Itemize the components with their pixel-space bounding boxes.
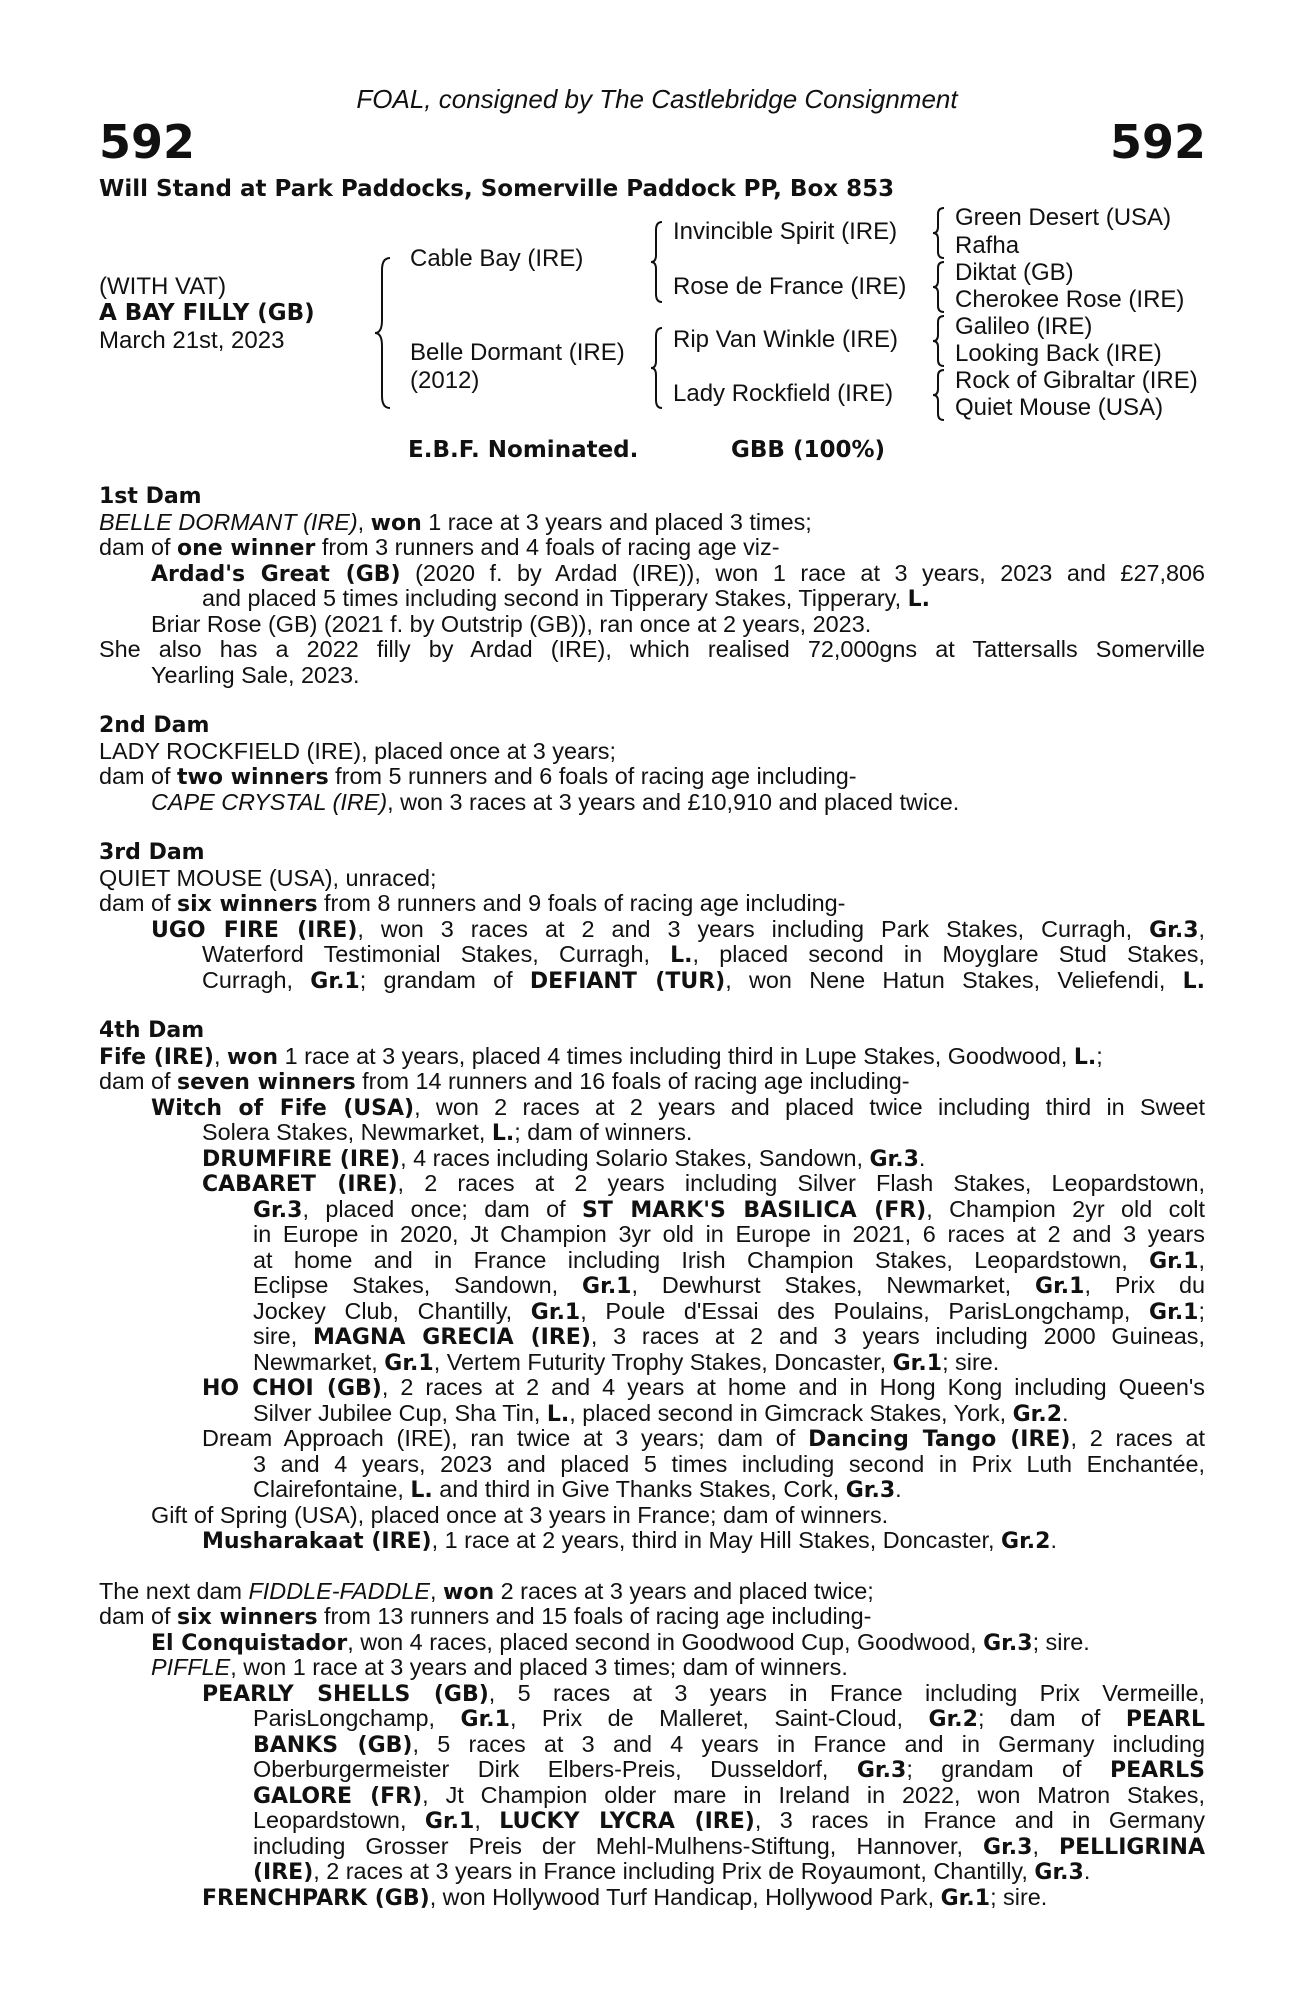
bold-run: Dancing Tango (IRE) bbox=[808, 1427, 1071, 1452]
text-run: , Jt Champion older mare in Ireland in 2022, won Matron Stakes, bbox=[422, 1781, 1206, 1808]
text-line bbox=[99, 1044, 1205, 1070]
bold-run: Gr.1 bbox=[310, 968, 360, 994]
text-line bbox=[99, 535, 1205, 561]
text-run: 2 races at 3 years and placed twice; bbox=[494, 1577, 874, 1604]
bold-run: PELLIGRINA bbox=[1059, 1834, 1205, 1860]
ss-sire: Green Desert (USA) bbox=[955, 204, 1172, 231]
text-run: dam of bbox=[99, 1603, 178, 1629]
text-line bbox=[99, 637, 1205, 663]
text-run: dam of bbox=[99, 763, 178, 789]
sd-dam: Cherokee Rose (IRE) bbox=[955, 286, 1185, 313]
text-line bbox=[99, 1401, 1205, 1427]
bold-run: won bbox=[226, 1044, 279, 1070]
dam-dam: Lady Rockfield (IRE) bbox=[673, 380, 894, 407]
bold-run: Gr.2 bbox=[1001, 1529, 1051, 1554]
text-run: from 8 runners and 9 foals of racing age including- bbox=[317, 890, 846, 916]
text-run: from 13 runners and 15 foals of racing age including- bbox=[317, 1603, 872, 1629]
bold-run: seven winners bbox=[177, 1070, 356, 1095]
bold-run: L. bbox=[546, 1401, 570, 1427]
text-run: 4th Dam bbox=[99, 1018, 205, 1043]
text-line bbox=[99, 968, 1205, 994]
bold-run: Gr.3 bbox=[869, 1146, 919, 1172]
text-line bbox=[99, 1630, 1205, 1656]
italic-run: CAPE CRYSTAL (IRE) bbox=[151, 788, 388, 815]
dd-sire: Rock of Gibraltar (IRE) bbox=[955, 367, 1198, 394]
bold-run: LUCKY LYCRA (IRE) bbox=[499, 1809, 755, 1834]
text-run: dam of bbox=[99, 534, 178, 560]
text-run: , bbox=[474, 1807, 500, 1833]
bold-run: Gr.1 bbox=[424, 1809, 475, 1834]
bold-run: Gr.3 bbox=[845, 1478, 896, 1503]
text-line bbox=[99, 1859, 1205, 1885]
text-run: 3 and 4 years, 2023 and placed 5 times including second in Prix Luth Enchantée, bbox=[253, 1450, 1205, 1477]
bold-run: UGO FIRE (IRE) bbox=[151, 917, 358, 943]
bold-run: Gr.1 bbox=[530, 1299, 581, 1325]
sire: Cable Bay (IRE) bbox=[410, 245, 584, 272]
text-run: at home and in France including Irish Champion Stakes, Leopardstown, bbox=[253, 1246, 1150, 1273]
bold-run: FRENCHPARK (GB) bbox=[202, 1885, 430, 1911]
bold-run: Gr.1 bbox=[384, 1350, 434, 1376]
ss-dam: Rafha bbox=[955, 232, 1020, 259]
bold-run: PEARL bbox=[1125, 1707, 1206, 1732]
text-line bbox=[99, 866, 1205, 892]
text-line bbox=[99, 917, 1205, 943]
bold-run: GALORE (FR) bbox=[253, 1783, 423, 1809]
ebf-status: E.B.F. Nominated. bbox=[408, 437, 639, 463]
vat-note: (WITH VAT) bbox=[99, 273, 227, 300]
text-line bbox=[99, 891, 1205, 917]
text-run: ; sire. bbox=[990, 1883, 1048, 1910]
sd-sire: Diktat (GB) bbox=[955, 259, 1074, 286]
text-line bbox=[99, 1834, 1205, 1860]
text-run: Briar Rose (GB) (2021 f. by Outstrip (GB)), ran once at 2 years, 2023. bbox=[151, 610, 872, 637]
text-run: ; sire. bbox=[942, 1348, 1000, 1375]
bold-run: one winner bbox=[177, 536, 316, 561]
text-run: sire, bbox=[253, 1323, 313, 1349]
text-line bbox=[99, 1452, 1205, 1478]
text-line bbox=[99, 1375, 1205, 1401]
bold-run: L. bbox=[491, 1121, 515, 1146]
text-run: , 2 races at 2 and 4 years at home and in Hong Kong including Queen's bbox=[381, 1374, 1205, 1400]
text-line bbox=[99, 1426, 1205, 1452]
bold-run: Gr.2 bbox=[928, 1707, 978, 1732]
text-run: , placed once; dam of bbox=[302, 1195, 582, 1222]
text-line bbox=[99, 663, 1205, 689]
bold-run: Musharakaat (IRE) bbox=[202, 1529, 432, 1554]
dam-year: (2012) bbox=[410, 367, 480, 394]
italic-run: FIDDLE-FADDLE bbox=[248, 1577, 431, 1604]
bold-run: L. bbox=[1073, 1044, 1097, 1070]
section-heading bbox=[99, 713, 1205, 739]
text-line bbox=[99, 1197, 1205, 1223]
text-run: , Vertem Futurity Trophy Stakes, Doncaster, bbox=[433, 1348, 893, 1375]
text-run: The next dam bbox=[99, 1577, 249, 1604]
text-line bbox=[99, 1732, 1205, 1758]
text-run: ; bbox=[1198, 1297, 1205, 1324]
text-run: , 2 races at 3 years in France including Prix de Royaumont, Chantilly, bbox=[313, 1858, 1035, 1884]
bold-run: L. bbox=[907, 587, 930, 612]
text-run: , Prix de Malleret, Saint-Cloud, bbox=[509, 1705, 929, 1731]
text-run: She also has a 2022 filly by Ardad (IRE), which realised 72,000gns at Tattersalls Somerville bbox=[99, 636, 1205, 662]
text-run: , 1 race at 2 years, third in May Hill Stakes, Doncaster, bbox=[431, 1527, 1002, 1553]
brace-ss bbox=[930, 206, 948, 260]
gbb-status: GBB (100%) bbox=[731, 437, 886, 463]
text-line bbox=[99, 1069, 1205, 1095]
bold-run: L. bbox=[410, 1478, 433, 1503]
bold-run: (IRE) bbox=[253, 1860, 314, 1885]
text-run: 3rd Dam bbox=[99, 840, 205, 865]
text-line bbox=[99, 561, 1205, 587]
italic-run: PIFFLE bbox=[151, 1654, 231, 1680]
text-run: . bbox=[895, 1476, 902, 1502]
text-run: ; dam of winners. bbox=[514, 1119, 693, 1145]
text-line bbox=[99, 1324, 1205, 1350]
text-run: , Poule d'Essai des Poulains, ParisLongchamp, bbox=[580, 1297, 1150, 1324]
bold-run: CABARET (IRE) bbox=[202, 1172, 398, 1197]
text-run: Silver Jubilee Cup, Sha Tin, bbox=[253, 1399, 547, 1426]
brace-dd bbox=[930, 368, 948, 422]
bold-run: DEFIANT (TUR) bbox=[529, 968, 726, 994]
text-run: 1 race at 3 years, placed 4 times including third in Lupe Stakes, Goodwood, bbox=[278, 1042, 1074, 1069]
brace-dam bbox=[648, 326, 666, 410]
bold-run: Gr.1 bbox=[1149, 1248, 1199, 1274]
text-run: Solera Stakes, Newmarket, bbox=[202, 1119, 492, 1145]
bold-run: HO CHOI (GB) bbox=[202, 1376, 382, 1401]
text-run: QUIET MOUSE (USA), unraced; bbox=[99, 864, 437, 891]
bold-run: Gr.3 bbox=[983, 1834, 1033, 1860]
section-gap bbox=[99, 1554, 1205, 1579]
text-line bbox=[99, 1757, 1205, 1783]
text-run: , won 3 races at 2 and 3 years including Park Stakes, Curragh, bbox=[357, 915, 1150, 942]
text-line bbox=[99, 1503, 1205, 1529]
text-run: , bbox=[1198, 1246, 1205, 1273]
text-run: from 5 runners and 6 foals of racing age including- bbox=[328, 763, 857, 789]
text-run: Waterford Testimonial Stakes, Curragh, bbox=[202, 941, 671, 967]
text-run: ; grandam of bbox=[906, 1756, 1111, 1782]
ds-sire: Galileo (IRE) bbox=[955, 313, 1093, 340]
text-run: , 5 races at 3 and 4 years in France and in Germany including bbox=[412, 1730, 1205, 1757]
bold-run: Gr.3 bbox=[1034, 1860, 1084, 1885]
text-line bbox=[99, 510, 1205, 536]
text-run: . bbox=[1050, 1527, 1057, 1553]
text-line bbox=[99, 1655, 1205, 1681]
text-line bbox=[99, 612, 1205, 638]
bold-run: MAGNA GRECIA (IRE) bbox=[312, 1325, 591, 1350]
section-heading bbox=[99, 484, 1205, 510]
text-line bbox=[99, 1171, 1205, 1197]
text-run: ; bbox=[1096, 1042, 1103, 1069]
lot-number-left: 592 bbox=[99, 115, 196, 169]
sire-sire: Invincible Spirit (IRE) bbox=[673, 218, 898, 245]
text-run: from 14 runners and 16 foals of racing age including- bbox=[355, 1068, 910, 1094]
text-run: dam of bbox=[99, 1068, 178, 1094]
brace-sd bbox=[930, 260, 948, 314]
bold-run: PEARLY SHELLS (GB) bbox=[202, 1681, 489, 1707]
bold-run: six winners bbox=[177, 1605, 318, 1630]
text-run: and placed 5 times including second in Tipperary Stakes, Tipperary, bbox=[202, 585, 908, 611]
bold-run: Gr.1 bbox=[582, 1274, 632, 1299]
text-line bbox=[99, 1299, 1205, 1325]
brace-sire bbox=[648, 220, 666, 304]
section-gap bbox=[99, 688, 1205, 713]
text-run: and third in Give Thanks Stakes, Cork, bbox=[432, 1476, 846, 1502]
text-line bbox=[99, 764, 1205, 790]
text-run: , placed second in Gimcrack Stakes, York, bbox=[569, 1399, 1013, 1426]
text-run: in Europe in 2020, Jt Champion 3yr old in Europe in 2021, 6 races at 2 and 3 years bbox=[253, 1221, 1205, 1247]
text-run: , Champion 2yr old colt bbox=[926, 1195, 1205, 1222]
brace-main bbox=[372, 256, 396, 410]
text-run: ; sire. bbox=[1032, 1628, 1090, 1655]
bold-run: L. bbox=[1182, 968, 1205, 994]
text-line bbox=[99, 1604, 1205, 1630]
text-run: ; grandam of bbox=[359, 966, 530, 993]
text-run: , 2 races at bbox=[1070, 1425, 1205, 1451]
text-line bbox=[99, 942, 1205, 968]
bold-run: BANKS (GB) bbox=[253, 1732, 413, 1758]
bold-run: El Conquistador bbox=[151, 1630, 348, 1656]
text-run: , Prix du bbox=[1084, 1272, 1205, 1298]
foaling-date: March 21st, 2023 bbox=[99, 327, 285, 354]
bold-run: Fife (IRE) bbox=[99, 1044, 214, 1070]
text-run: , bbox=[357, 508, 371, 535]
bold-run: Gr.2 bbox=[1012, 1401, 1063, 1427]
text-run: , won Nene Hatun Stakes, Veliefendi, bbox=[725, 966, 1183, 993]
text-line bbox=[99, 739, 1205, 765]
text-run: 2nd Dam bbox=[99, 713, 210, 738]
section-heading bbox=[99, 840, 1205, 866]
text-run: , 4 races including Solario Stakes, Sandown, bbox=[400, 1144, 870, 1171]
text-run: 1 race at 3 years and placed 3 times; bbox=[421, 508, 812, 535]
sire-dam: Rose de France (IRE) bbox=[673, 273, 907, 300]
text-run: Newmarket, bbox=[253, 1348, 385, 1375]
section-gap bbox=[99, 993, 1205, 1018]
text-run: , 5 races at 3 years in France including Prix Vermeille, bbox=[488, 1679, 1205, 1706]
stand-location: Will Stand at Park Paddocks, Somerville Paddock PP, Box 853 bbox=[99, 176, 895, 202]
text-run: , won 1 race at 3 years and placed 3 times; dam of winners. bbox=[230, 1654, 848, 1680]
brace-ds bbox=[930, 314, 948, 368]
text-run: , bbox=[213, 1042, 227, 1069]
text-run: Eclipse Stakes, Sandown, bbox=[253, 1272, 583, 1298]
bold-run: Gr.1 bbox=[1035, 1274, 1085, 1299]
text-run: Gift of Spring (USA), placed once at 3 years in France; dam of winners. bbox=[151, 1501, 889, 1528]
bold-run: DRUMFIRE (IRE) bbox=[202, 1146, 401, 1172]
text-line bbox=[99, 1146, 1205, 1172]
text-line bbox=[99, 790, 1205, 816]
bold-run: Gr.1 bbox=[1149, 1299, 1199, 1325]
ds-dam: Looking Back (IRE) bbox=[955, 340, 1162, 367]
bold-run: Gr.3 bbox=[856, 1758, 907, 1783]
bold-run: L. bbox=[670, 943, 693, 968]
text-run: , Dewhurst Stakes, Newmarket, bbox=[631, 1272, 1036, 1298]
bold-run: Gr.3 bbox=[983, 1630, 1033, 1656]
text-run: , won 4 races, placed second in Goodwood Cup, Goodwood, bbox=[347, 1628, 984, 1655]
text-line bbox=[99, 1706, 1205, 1732]
bold-run: Ardad's Great (GB) bbox=[151, 561, 401, 587]
text-run: , won 2 races at 2 years and placed twice including third in Sweet bbox=[414, 1093, 1205, 1120]
text-run: . bbox=[918, 1144, 926, 1171]
bold-run: ST MARK'S BASILICA (FR) bbox=[582, 1197, 927, 1223]
text-line bbox=[99, 1273, 1205, 1299]
text-line bbox=[99, 1681, 1205, 1707]
italic-run: BELLE DORMANT (IRE) bbox=[99, 508, 358, 535]
bold-run: Gr.3 bbox=[1149, 917, 1199, 943]
text-run: , 2 races at 2 years including Silver Flash Stakes, Leopardstown, bbox=[397, 1170, 1205, 1196]
text-run: , bbox=[430, 1577, 444, 1604]
text-run: . bbox=[1062, 1399, 1069, 1426]
bold-run: won bbox=[370, 510, 422, 536]
text-run: Clairefontaine, bbox=[253, 1476, 411, 1502]
pedigree-notes bbox=[99, 484, 1205, 1910]
text-run: ; dam of bbox=[977, 1705, 1126, 1731]
bold-run: six winners bbox=[177, 892, 318, 917]
bold-run: Gr.3 bbox=[253, 1197, 303, 1223]
text-run: , bbox=[1198, 915, 1205, 942]
text-line bbox=[99, 1350, 1205, 1376]
text-line bbox=[99, 1579, 1205, 1605]
text-line bbox=[99, 1120, 1205, 1146]
bold-run: Witch of Fife (USA) bbox=[151, 1095, 415, 1121]
bold-run: Gr.1 bbox=[460, 1707, 510, 1732]
dam: Belle Dormant (IRE) bbox=[410, 339, 625, 366]
dam-sire: Rip Van Winkle (IRE) bbox=[673, 326, 898, 353]
text-line bbox=[99, 1885, 1205, 1911]
text-run: (2020 f. by Ardad (IRE)), won 1 race at 3 years, 2023 and £27,806 bbox=[400, 559, 1205, 586]
text-run: 1st Dam bbox=[99, 484, 202, 509]
text-run: Jockey Club, Chantilly, bbox=[253, 1297, 531, 1324]
lot-name: A BAY FILLY (GB) bbox=[99, 300, 315, 326]
text-line bbox=[99, 1528, 1205, 1554]
text-line bbox=[99, 1248, 1205, 1274]
text-run: Leopardstown, bbox=[253, 1807, 425, 1833]
text-run: dam of bbox=[99, 890, 178, 916]
section-heading bbox=[99, 1018, 1205, 1044]
text-run: , placed second in Moyglare Stud Stakes, bbox=[692, 941, 1206, 967]
dd-dam: Quiet Mouse (USA) bbox=[955, 394, 1164, 421]
text-run: , bbox=[1032, 1832, 1059, 1859]
text-run: LADY ROCKFIELD (IRE), placed once at 3 years; bbox=[99, 737, 616, 764]
text-run: , 3 races at 2 and 3 years including 2000 Guineas, bbox=[590, 1323, 1205, 1349]
text-run: ParisLongchamp, bbox=[253, 1705, 461, 1731]
text-line bbox=[99, 1783, 1205, 1809]
text-run: Oberburgermeister Dirk Elbers-Preis, Dusseldorf, bbox=[253, 1756, 857, 1782]
text-run: Curragh, bbox=[202, 966, 311, 993]
text-run: , won 3 races at 3 years and £10,910 and placed twice. bbox=[387, 788, 960, 815]
section-gap bbox=[99, 815, 1205, 840]
text-line bbox=[99, 1477, 1205, 1503]
text-run: , 3 races in France and in Germany bbox=[754, 1807, 1206, 1833]
bold-run: won bbox=[443, 1579, 495, 1605]
text-line bbox=[99, 1095, 1205, 1121]
bold-run: PEARLS bbox=[1110, 1758, 1205, 1783]
bold-run: two winners bbox=[177, 765, 329, 790]
bold-run: Gr.1 bbox=[940, 1885, 991, 1911]
text-line bbox=[99, 1222, 1205, 1248]
text-line bbox=[99, 1808, 1205, 1834]
text-run: Yearling Sale, 2023. bbox=[151, 661, 360, 688]
text-run: . bbox=[1083, 1858, 1091, 1884]
text-run: Dream Approach (IRE), ran twice at 3 years; dam of bbox=[202, 1425, 809, 1451]
text-run: from 3 runners and 4 foals of racing age viz- bbox=[315, 534, 780, 560]
text-line bbox=[99, 586, 1205, 612]
consignment-line: FOAL, consigned by The Castlebridge Consignment bbox=[356, 84, 958, 114]
lot-number-right: 592 bbox=[1109, 115, 1206, 169]
text-run: including Grosser Preis der Mehl-Mulhens-Stiftung, Hannover, bbox=[253, 1832, 984, 1859]
text-run: , won Hollywood Turf Handicap, Hollywood Park, bbox=[429, 1883, 941, 1910]
bold-run: Gr.1 bbox=[892, 1350, 943, 1376]
